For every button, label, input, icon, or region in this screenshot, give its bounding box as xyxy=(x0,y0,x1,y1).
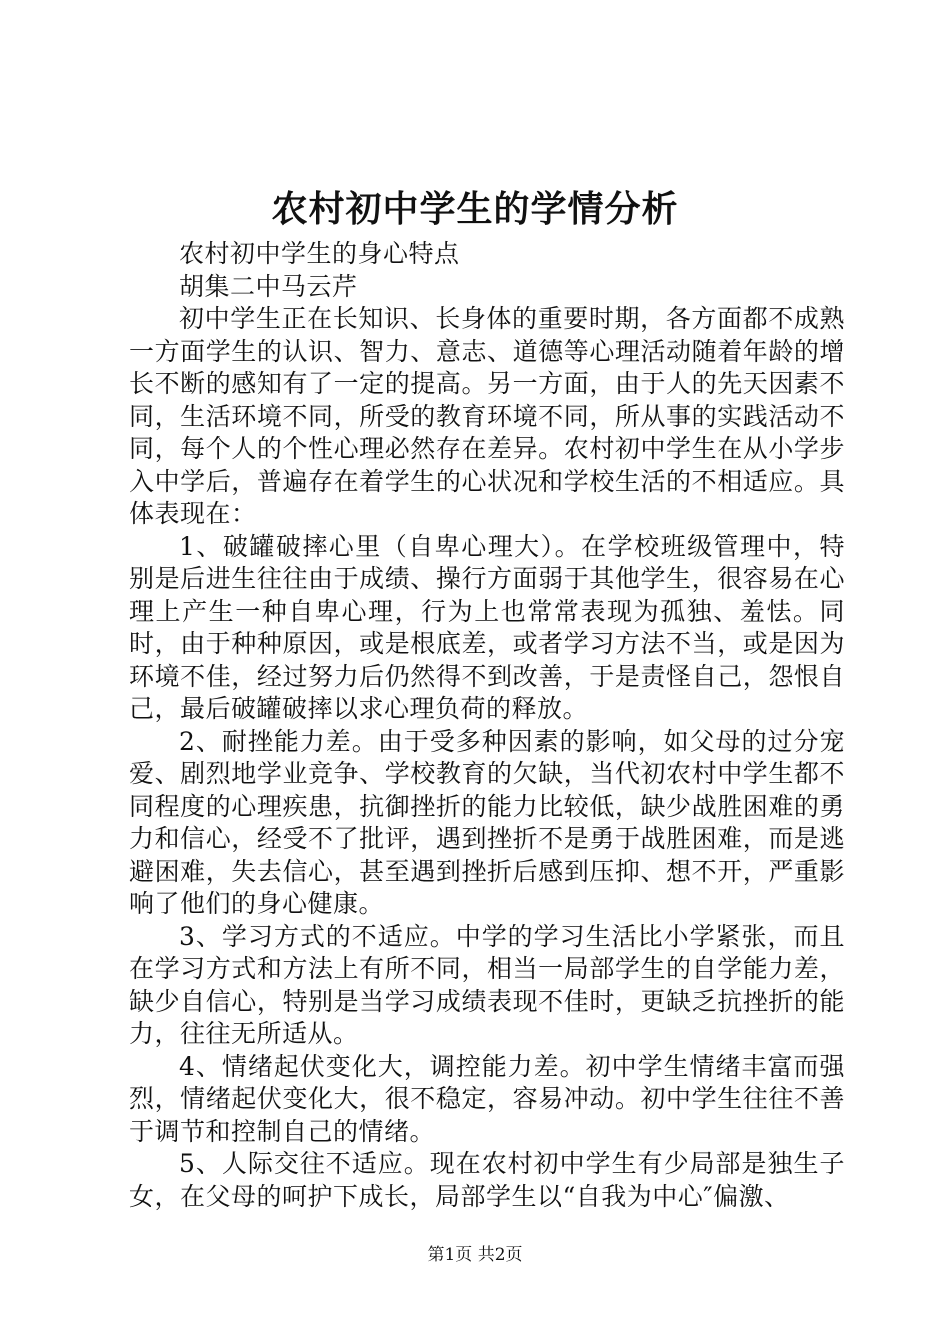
point-5-paragraph: 5、人际交往不适应。现在农村初中学生有少局部是独生子女，在父母的呵护下成长，局部学生以“自我为中心″偏激、 xyxy=(129,1149,845,1211)
point-1-paragraph: 1、破罐破摔心里（自卑心理大）。在学校班级管理中，特别是后进生往往由于成绩、操行方面弱于其他学生，很容易在心理上产生一种自卑心理，行为上也常常表现为孤独、羞怯。同时，由于种种原因，或是根底差，或者学习方法不当，或是因为环境不佳，经过努力后仍然得不到改善，于是责怪自己，怨恨自己，最后破罐破摔以求心理负荷的释放。 xyxy=(129,531,845,723)
document-title: 农村初中学生的学情分析 xyxy=(271,188,679,230)
point-4-paragraph: 4、情绪起伏变化大，调控能力差。初中学生情绪丰富而强烈，情绪起伏变化大，很不稳定，容易冲动。初中学生往往不善于调节和控制自己的情绪。 xyxy=(129,1051,845,1146)
page-number-footer: 第1页 共2页 xyxy=(427,1245,523,1265)
document-body xyxy=(129,238,845,1213)
author-paragraph: 胡集二中马云芹 xyxy=(179,271,358,301)
point-2-paragraph: 2、耐挫能力差。由于受多种因素的影响，如父母的过分宠爱、剧烈地学业竞争、学校教育的欠缺，当代初农村中学生都不同程度的心理疾患，抗御挫折的能力比较低，缺少战胜困难的勇力和信心，经受不了批评，遇到挫折不是勇于战胜困难，而是逃避困难，失去信心，甚至遇到挫折后感到压抑、想不开，严重影响了他们的身心健康。 xyxy=(129,726,845,918)
point-3-paragraph: 3、学习方式的不适应。中学的学习生活比小学紧张，而且在学习方式和方法上有所不同，相当一局部学生的自学能力差，缺少自信心，特别是当学习成绩表现不佳时，更缺乏抗挫折的能力，往往无所适从。 xyxy=(129,921,845,1048)
subtitle-paragraph: 农村初中学生的身心特点 xyxy=(179,239,460,268)
intro-paragraph: 初中学生正在长知识、长身体的重要时期，各方面都不成熟一方面学生的认识、智力、意志、道德等心理活动随着年龄的增长不断的感知有了一定的提高。另一方面，由于人的先天因素不同，生活环境不同，所受的教育环境不同，所从事的实践活动不同，每个人的个性心理必然存在差异。农村初中学生在从小学步入中学后，普遍存在着学生的心状况和学校生活的不相适应。具体表现在： xyxy=(129,304,845,528)
